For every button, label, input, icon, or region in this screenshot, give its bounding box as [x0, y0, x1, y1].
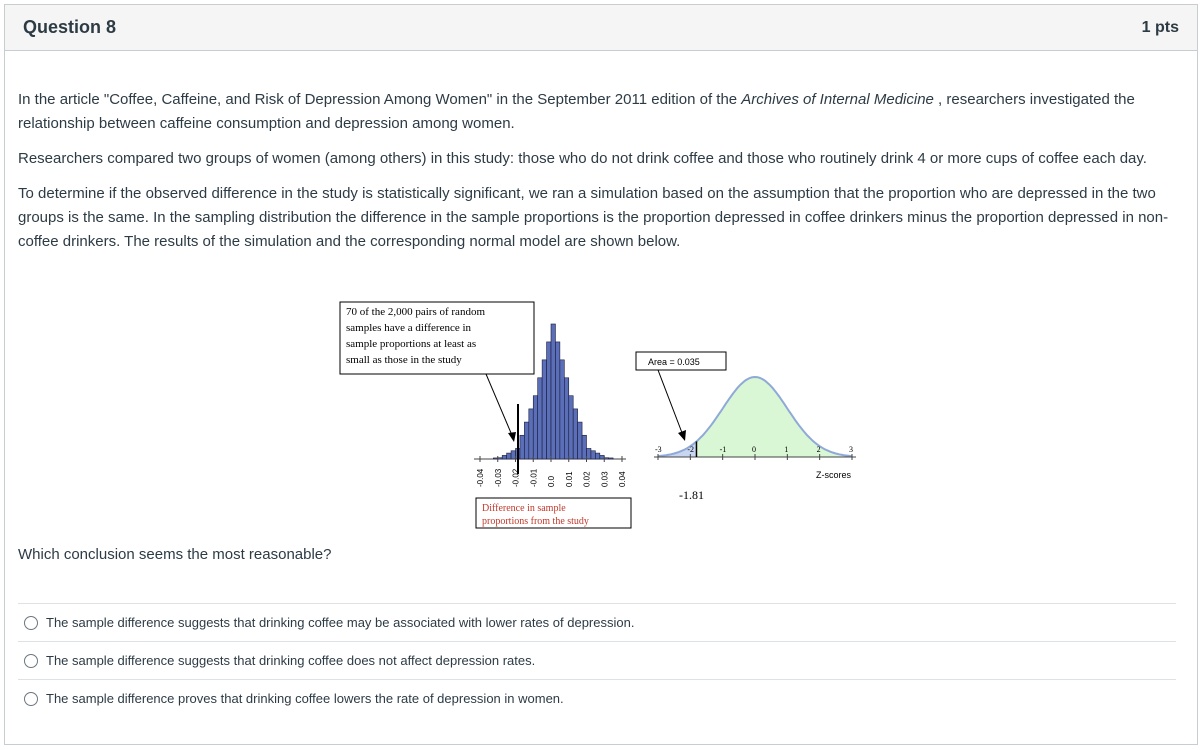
area-arrow-line: [658, 370, 684, 438]
histogram-bar: [582, 435, 586, 459]
question-paragraph-1: [18, 88, 1176, 136]
z-tick-label: 2: [816, 445, 821, 454]
histogram-bar: [533, 396, 537, 459]
answer-list: [18, 603, 1176, 717]
difference-label-line-1: Difference in sample: [482, 503, 566, 514]
histogram-tick-label: -0.03: [493, 468, 503, 487]
z-value-label: -1.81: [679, 488, 704, 502]
callout-line-2: samples have a difference in: [346, 322, 472, 334]
callout-line-4: small as those in the study: [346, 354, 462, 366]
z-tick-label: -3: [655, 445, 662, 454]
histogram-bar: [578, 422, 582, 459]
z-tick-label: 1: [784, 445, 789, 454]
area-label: Area = 0.035: [648, 357, 700, 367]
histogram-bar: [555, 342, 559, 459]
radio-icon[interactable]: [24, 616, 38, 630]
histogram-bar: [547, 342, 551, 459]
histogram-bar: [609, 458, 613, 459]
histogram-bar: [507, 453, 511, 459]
histogram-tick-label: 0.01: [564, 471, 574, 487]
question-title: Question 8: [23, 17, 117, 37]
paragraph-1-text-end: , researchers investigated the relationship between caffeine consumption and depression among women.: [18, 91, 1135, 132]
histogram-bar: [498, 458, 502, 459]
histogram-tick-label: 0.02: [582, 471, 592, 487]
histogram-bar: [595, 453, 599, 459]
answer-option-3[interactable]: [18, 679, 1176, 717]
histogram-tick-label: -0.04: [476, 468, 485, 487]
figure-svg: [336, 296, 868, 536]
z-tick-label: -1: [719, 445, 727, 454]
histogram-bar: [569, 396, 573, 459]
z-tick-label: -2: [687, 445, 695, 454]
histogram-bar: [520, 435, 524, 459]
histogram-bar: [551, 324, 555, 459]
area-arrowhead: [678, 430, 686, 441]
answer-option-1[interactable]: [18, 603, 1176, 641]
question-paragraph-3: To determine if the observed difference in the study is statistically significant, we ran a simulation based on the assumption that the proportion who are depressed in the two groups is the same. In the sampling distribution the difference in the sample proportions is the proportion depressed in coffee drinkers minus the proportion depressed in non-coffee drinkers. The results of the simulation and the corresponding normal model are shown below.: [18, 185, 1169, 250]
histogram-bar: [587, 448, 591, 459]
answer-option-label: The sample difference suggests that drinking coffee may be associated with lower rates of depression.: [46, 615, 635, 630]
histogram-tick-label: 0.04: [618, 471, 627, 487]
paragraph-1-text: In the article "Coffee, Caffeine, and Risk of Depression Among Women" in the September 2011 edition of the: [18, 91, 742, 108]
answer-option-label: The sample difference suggests that drinking coffee does not affect depression rates.: [46, 653, 536, 668]
answer-option-2[interactable]: [18, 641, 1176, 679]
histogram-bar: [529, 409, 533, 459]
difference-label-line-2: proportions from the study: [482, 516, 589, 527]
callout-arrow-line: [486, 374, 514, 440]
histogram-bar: [524, 422, 528, 459]
callout-line-3: sample proportions at least as: [346, 338, 477, 350]
histogram-tick-label: 0.0: [547, 475, 556, 487]
answer-option-label: The sample difference proves that drinking coffee lowers the rate of depression in women.: [46, 691, 564, 706]
histogram-bar: [600, 455, 604, 459]
histogram-bar: [511, 451, 515, 459]
histogram-bar: [573, 409, 577, 459]
histogram-tick-labels: [476, 456, 627, 487]
histogram-bar: [538, 378, 542, 459]
z-tick-label: 3: [849, 445, 853, 454]
histogram-bar: [564, 378, 568, 459]
histogram-bar: [591, 451, 595, 459]
histogram-tick-label: -0.02: [511, 468, 521, 487]
histogram-tick-label: -0.01: [529, 468, 539, 487]
histogram-bar: [493, 458, 497, 459]
histogram-bar: [604, 458, 608, 459]
callout-arrowhead: [508, 432, 516, 442]
radio-icon[interactable]: [24, 692, 38, 706]
question-text: [18, 88, 1176, 265]
radio-icon[interactable]: [24, 654, 38, 668]
histogram-bar: [542, 360, 546, 459]
z-axis-label: Z-scores: [816, 470, 852, 480]
histogram-tick-label: 0.03: [600, 471, 610, 487]
question-points: 1 pts: [1141, 19, 1179, 36]
callout-line-1: 70 of the 2,000 pairs of random: [346, 306, 485, 318]
journal-name: Archives of Internal Medicine: [741, 91, 934, 108]
z-tick-label: 0: [752, 445, 756, 454]
histogram-bar: [502, 455, 506, 459]
question-header: [5, 5, 1197, 51]
histogram-bar: [560, 360, 564, 459]
question-paragraph-2: Researchers compared two groups of women (among others) in this study: those who do not drink coffee and those who routinely drink 4 or more cups of coffee each day.: [18, 150, 1147, 167]
simulation-figure: [336, 296, 868, 536]
question-prompt: Which conclusion seems the most reasonable?: [18, 546, 332, 563]
